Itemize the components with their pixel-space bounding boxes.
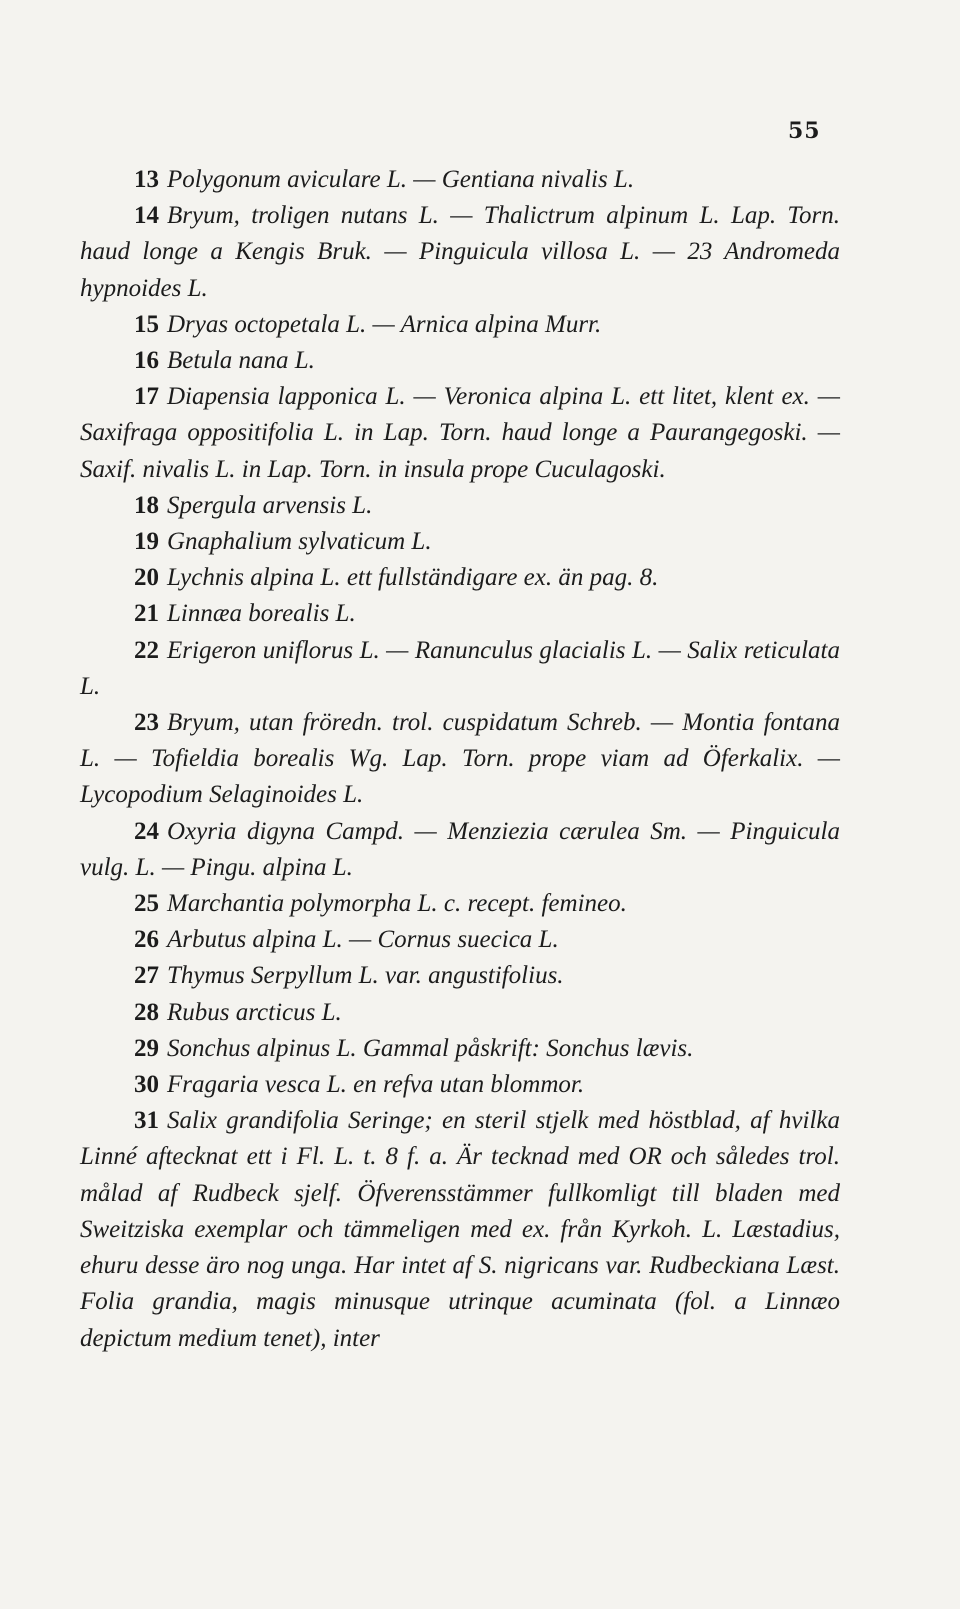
- entry-text: Sonchus alpinus L. Gammal påskrift: Sonchus lævis.: [167, 1034, 694, 1062]
- list-item: [80, 379, 840, 488]
- entry-text: Betula nana L.: [167, 347, 315, 375]
- list-item: [80, 1067, 840, 1103]
- entry-number: 29: [134, 1034, 159, 1062]
- entry-text: Marchantia polymorpha L. c. recept. femineo.: [167, 890, 627, 918]
- list-item: [80, 886, 840, 922]
- entry-number: 20: [134, 564, 159, 592]
- entry-number: 25: [134, 890, 159, 918]
- entry-number: 16: [134, 347, 159, 375]
- list-item: [80, 488, 840, 524]
- entry-text: Lychnis alpina L. ett fullständigare ex. än pag. 8.: [167, 564, 659, 592]
- list-item: [80, 162, 840, 198]
- list-item: [80, 633, 840, 705]
- entry-text: Salix grandifolia Seringe; en steril stjelk med höstblad, af hvilka Linné aftecknat ett i Fl. L. t. 8 f. a. Är tecknad med OR och således trol. målad af Rudbeck sjelf. Öfverensstämmer fullkomligt till bladen med Sweitziska exemplar och tämmeligen med ex. från Kyrkoh. L. Læstadius, ehuru desse äro nog unga. Har intet af S. nigricans var. Rudbeckiana Læst. Folia grandia, magis minusque utrinque acuminata (fol. a Linnæo depictum medium tenet), inter: [80, 1107, 840, 1352]
- list-item: [80, 705, 840, 814]
- entry-number: 17: [134, 383, 159, 411]
- list-item: [80, 596, 840, 632]
- entry-text: Fragaria vesca L. en refva utan blommor.: [167, 1071, 585, 1099]
- entry-number: 18: [134, 491, 159, 519]
- entry-number: 19: [134, 528, 159, 556]
- entry-number: 24: [134, 817, 159, 845]
- list-item: [80, 524, 840, 560]
- entry-number: 22: [134, 636, 159, 664]
- entry-text: Arbutus alpina L. — Cornus suecica L.: [167, 926, 559, 954]
- page-number: 55: [788, 118, 821, 144]
- list-item: [80, 1103, 840, 1356]
- entry-text: Oxyria digyna Campd. — Menziezia cærulea Sm. — Pinguicula vulg. L. — Pingu. alpina L.: [80, 817, 840, 881]
- entry-text: Linnæa borealis L.: [167, 600, 356, 628]
- entry-text: Erigeron uniflorus L. — Ranunculus glacialis L. — Salix reticulata L.: [80, 636, 840, 700]
- entry-number: 13: [134, 166, 159, 193]
- entry-text: Polygonum aviculare L. — Gentiana nivalis L.: [167, 166, 635, 193]
- list-item: [80, 1031, 840, 1067]
- entry-text: Dryas octopetala L. — Arnica alpina Murr.: [167, 310, 602, 338]
- entry-text: Diapensia lapponica L. — Veronica alpina L. ett litet, klent ex. — Saxifraga oppositifolia L. in Lap. Torn. haud longe a Paurangegoski. — Saxif. nivalis L. in Lap. Torn. in insula prope Cuculagoski.: [80, 383, 840, 483]
- entry-text: Spergula arvensis L.: [167, 491, 373, 519]
- list-item: [80, 560, 840, 596]
- entry-text: Gnaphalium sylvaticum L.: [167, 528, 432, 556]
- entry-number: 14: [134, 202, 159, 230]
- entry-text: Thymus Serpyllum L. var. angustifolius.: [167, 962, 564, 990]
- list-item: [80, 922, 840, 958]
- list-item: [80, 198, 840, 307]
- list-item: [80, 958, 840, 994]
- entry-number: 30: [134, 1071, 159, 1099]
- entry-number: 27: [134, 962, 159, 990]
- entry-number: 31: [134, 1107, 159, 1135]
- entry-text: Bryum, utan fröredn. trol. cuspidatum Schreb. — Montia fontana L. — Tofieldia borealis Wg. Lap. Torn. prope viam ad Öferkalix. — Lycopodium Selaginoides L.: [80, 709, 840, 809]
- list-item: [80, 343, 840, 379]
- entry-list: [80, 162, 840, 1357]
- entry-number: 28: [134, 998, 159, 1026]
- entry-text: Rubus arcticus L.: [167, 998, 342, 1026]
- entry-number: 15: [134, 310, 159, 338]
- entry-text: Bryum, troligen nutans L. — Thalictrum alpinum L. Lap. Torn. haud longe a Kengis Bruk. — Pinguicula villosa L. — 23 Andromeda hypnoides L.: [80, 202, 840, 302]
- list-item: [80, 307, 840, 343]
- entry-number: 23: [134, 709, 159, 737]
- entry-number: 21: [134, 600, 159, 628]
- list-item: [80, 995, 840, 1031]
- entry-number: 26: [134, 926, 159, 954]
- list-item: [80, 814, 840, 886]
